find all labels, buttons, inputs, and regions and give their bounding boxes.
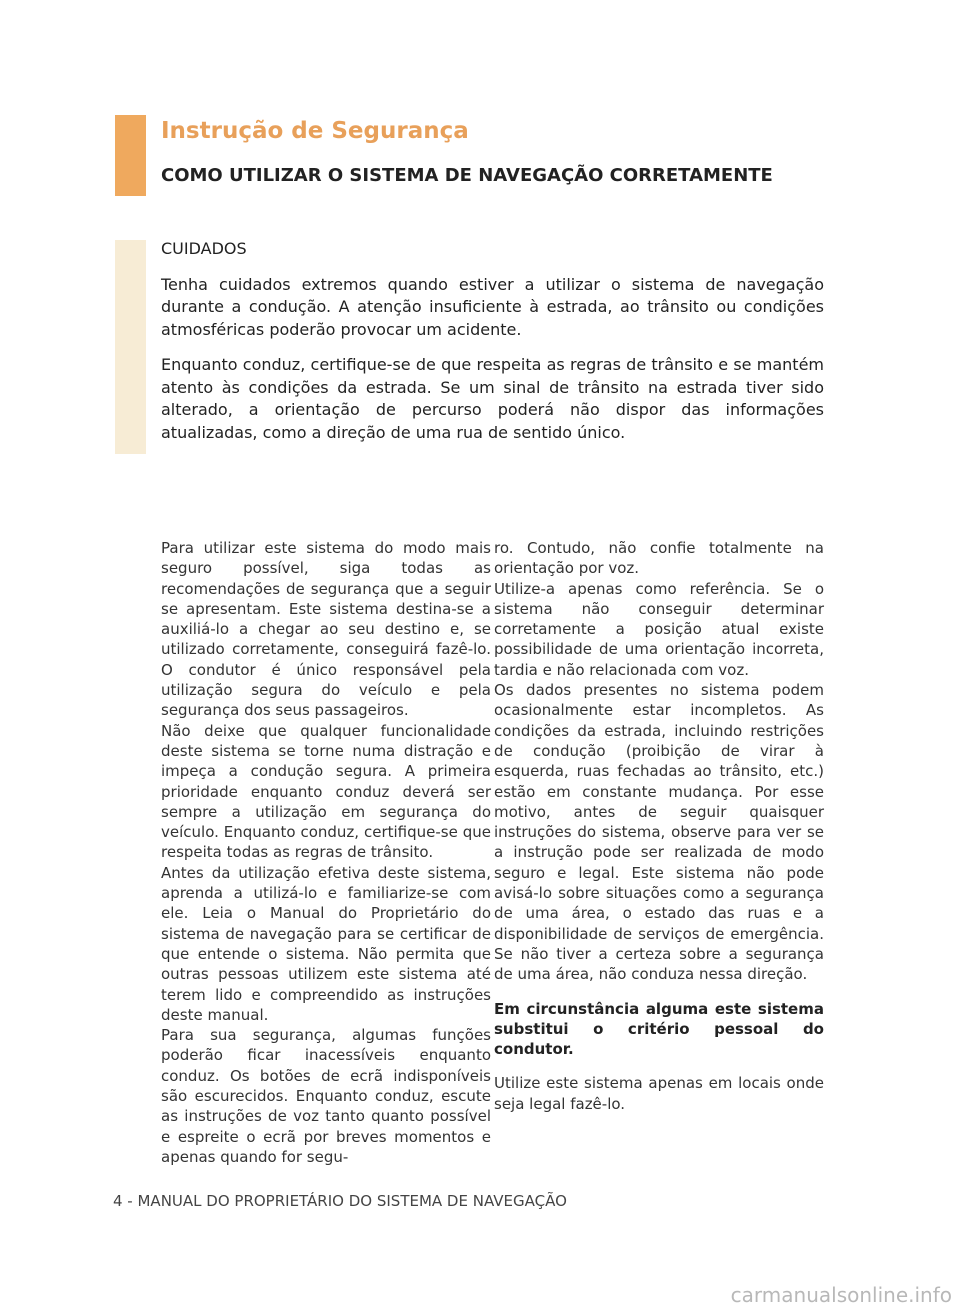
body-paragraph: Para sua segurança, algumas funções poderão ficar inacessíveis enquanto conduz. Os botões de ecrã indisponíveis são escurecidos. Enquanto conduz, escute as instruções de voz tanto quanto possível e espreite o ecrã por breves momentos e apenas quando for segu- — [161, 1026, 491, 1166]
body-column-right — [494, 538, 824, 1114]
caution-paragraph: Enquanto conduz, certifique-se de que respeita as regras de trânsito e se mantém atento às condições da estrada. Se um sinal de trânsito na estrada tiver sido alterado, a orientação de percurso poderá não dispor das informações atualizadas, como a direção de uma rua de sentido único. — [161, 355, 824, 442]
body-paragraph: ro. Contudo, não confie totalmente na orientação por voz. — [494, 539, 824, 578]
body-paragraph: Não deixe que qualquer funcionalidade deste sistema se torne numa distração e impeça a condução segura. A primeira prioridade enquanto conduz deverá ser sempre a utilização em segurança do veículo. Enquanto conduz, certifique-se que respeita todas as regras de trânsito. — [161, 721, 491, 862]
body-paragraph: Os dados presentes no sistema podem ocasionalmente estar incompletos. As condições da estrada, incluindo restrições de condução (proibição de virar à esquerda, ruas fechadas ao trânsito, etc.) estão em constante mudança. Por esse motivo, antes de seguir quaisquer instruções do sistema, observe para ver se a instrução pode ser realizada de modo seguro e legal. Este sistema não pode avisá-lo sobre situações como a segurança de uma área, o estado das ruas e a disponibilidade de serviços de emergência. Se não tiver a certeza sobre a segurança de uma área, não conduza nessa direção. — [494, 681, 824, 984]
final-note: Utilize este sistema apenas em locais onde seja legal fazê-lo. — [494, 1074, 824, 1113]
watermark-text: carmanualsonline.info — [730, 1283, 952, 1307]
body-column-left — [161, 538, 491, 1167]
caution-side-bar — [115, 240, 146, 454]
bold-safety-note: Em circunstância alguma este sistema substitui o critério pessoal do condutor. — [494, 999, 824, 1059]
page-footer: 4 - MANUAL DO PROPRIETÁRIO DO SISTEMA DE NAVEGAÇÃO — [113, 1192, 567, 1210]
body-paragraph: Para utilizar este sistema do modo mais seguro possível, siga todas as recomendações de segurança que a seguir se apresentam. Este sistema destina-se a auxiliá-lo a chegar ao seu destino e, se utilizado corretamente, conseguirá fazê-lo. O condutor é único responsável pela utilização segura do veículo e pela segurança dos seus passageiros. — [161, 539, 491, 720]
caution-box — [161, 238, 824, 457]
section-accent-bar — [115, 115, 146, 196]
body-paragraph: Utilize-a apenas como referência. Se o sistema não conseguir determinar corretamente a posição atual existe possibilidade de uma orientação incorreta, tardia e não relacionada com voz. — [494, 579, 824, 679]
page-title: Instrução de Segurança — [161, 118, 469, 144]
body-paragraph: Antes da utilização efetiva deste sistema, aprenda a utilizá-lo e familiarize-se com ele. Leia o Manual do Proprietário do sistema de navegação para se certificar de que entende o sistema. Não permita que outras pessoas utilizem este sistema até terem lido e compreendido as instruções deste manual. — [161, 863, 491, 1024]
section-subtitle: COMO UTILIZAR O SISTEMA DE NAVEGAÇÃO CORRETAMENTE — [161, 165, 773, 186]
caution-label: CUIDADOS — [161, 239, 247, 258]
caution-paragraph: Tenha cuidados extremos quando estiver a utilizar o sistema de navegação durante a condução. A atenção insuficiente à estrada, ao trânsito ou condições atmosféricas poderão provocar um acidente. — [161, 274, 824, 339]
